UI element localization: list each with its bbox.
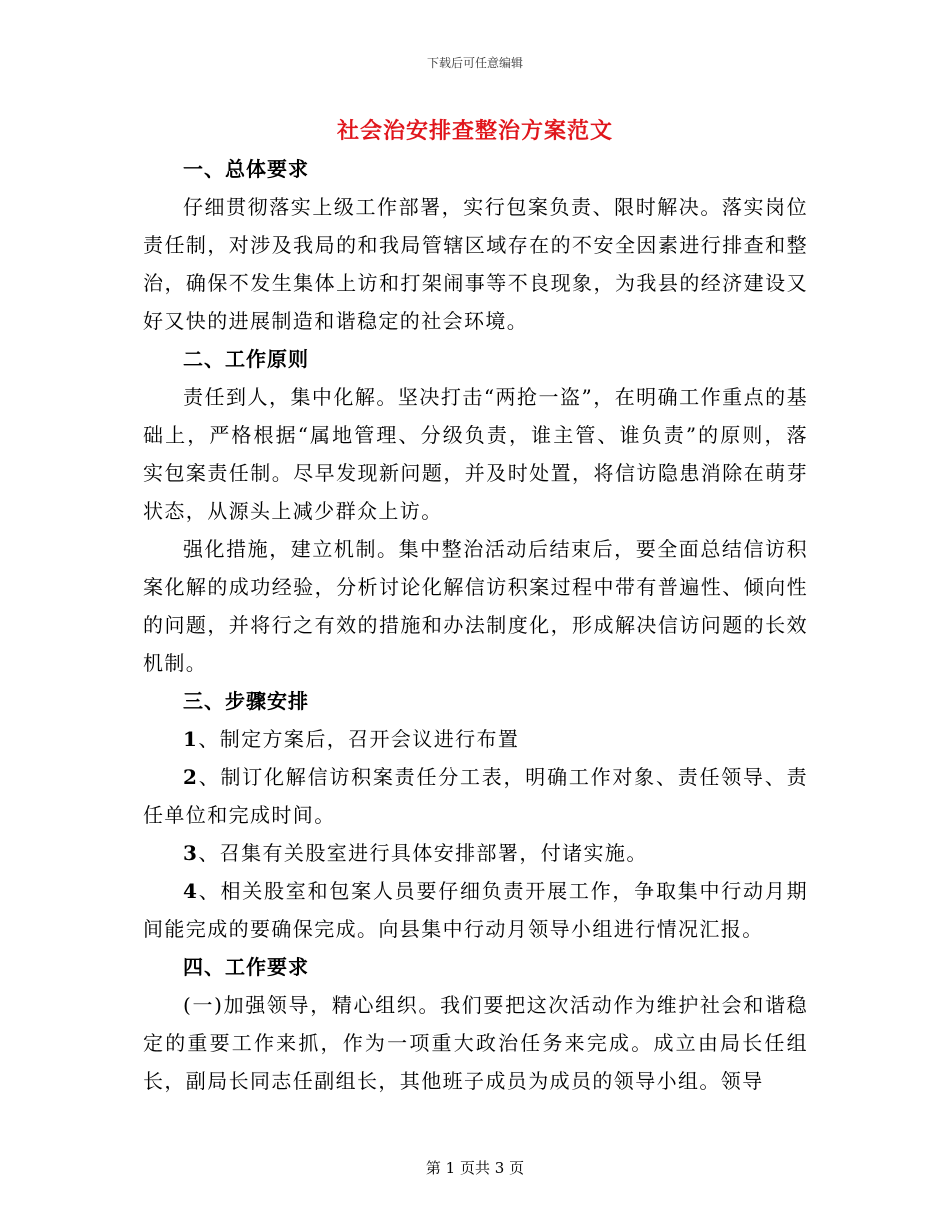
page-number: 第 1 页共 3 页 [425, 1159, 525, 1177]
header-note: 下载后可任意编辑 [426, 56, 523, 70]
section-3-heading: 三、步骤安排 [183, 689, 309, 713]
list-item-text: 、召集有关股室进行具体安排部署，付诸实施。 [198, 841, 648, 865]
list-item-number: 1 [183, 727, 199, 751]
section-2-paragraph-1: 责任到人，集中化解。坚决打击“两抢一盗”，在明确工作重点的基础上，严格根据“属地管理、分级负责，谁主管、谁负责”的原则，落实包案责任制。尽早发现新问题，并及时处置，将信访隐患消除在萌芽状态，从源头上减少群众上访。 [143, 385, 808, 523]
document-title: 社会治安排查整治方案范文 [336, 118, 613, 144]
list-item-number: 4 [183, 879, 199, 903]
list-item-text: 、制定方案后，召开会议进行布置 [198, 727, 520, 751]
document-body [143, 150, 808, 1100]
list-item-text: 、制订化解信访积案责任分工表，明确工作对象、责任领导、责任单位和完成时间。 [143, 765, 808, 827]
list-item [143, 720, 808, 758]
list-item-number: 3 [183, 841, 199, 865]
list-item [143, 834, 808, 872]
section-1-heading: 一、总体要求 [183, 157, 309, 181]
section-4-paragraph: (一)加强领导，精心组织。我们要把这次活动作为维护社会和谐稳定的重要工作来抓，作为一项重大政治任务来完成。成立由局长任组长，副局长同志任副组长，其他班子成员为成员的领导小组。领导 [143, 993, 808, 1093]
section-4-heading: 四、工作要求 [183, 955, 309, 979]
list-item [143, 872, 808, 948]
list-item-number: 2 [183, 765, 199, 789]
list-item-text: 、相关股室和包案人员要仔细负责开展工作，争取集中行动月期间能完成的要确保完成。向县集中行动月领导小组进行情况汇报。 [143, 879, 808, 941]
list-item [143, 758, 808, 834]
section-2-heading: 二、工作原则 [183, 347, 309, 371]
section-2-paragraph-2: 强化措施，建立机制。集中整治活动后结束后，要全面总结信访积案化解的成功经验，分析讨论化解信访积案过程中带有普遍性、倾向性的问题，并将行之有效的措施和办法制度化，形成解决信访问题的长效机制。 [143, 537, 808, 675]
section-1-paragraph: 仔细贯彻落实上级工作部署，实行包案负责、限时解决。落实岗位责任制，对涉及我局的和我局管辖区域存在的不安全因素进行排查和整治，确保不发生集体上访和打架闹事等不良现象，为我县的经济建设又好又快的进展制造和谐稳定的社会环境。 [143, 195, 808, 333]
